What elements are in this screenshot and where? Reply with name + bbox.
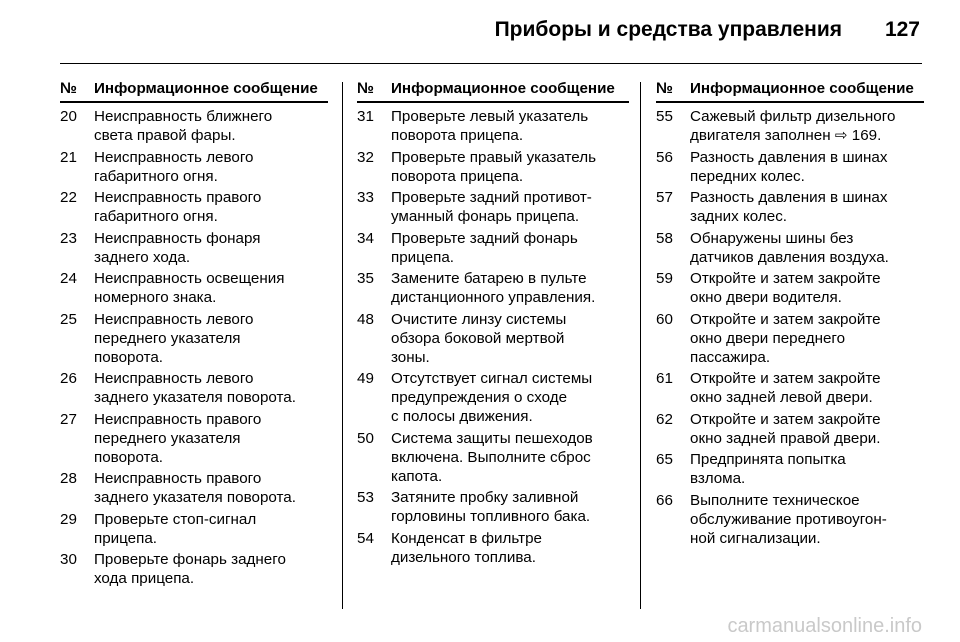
message-row [60, 550, 328, 588]
page-number: 127 [884, 18, 920, 41]
message-row [656, 310, 924, 367]
message-number: 21 [60, 148, 77, 166]
message-text: Проверьте стоп-сигнал прицепа. [94, 510, 257, 547]
message-list [60, 107, 328, 588]
message-row [357, 229, 629, 267]
message-text: Разность давления в шинах передних колес. [690, 148, 888, 185]
message-number: 23 [60, 229, 77, 247]
message-text: Затяните пробку заливной горловины топливного бака. [391, 489, 591, 525]
message-number: 33 [357, 189, 374, 206]
message-row [357, 148, 629, 186]
column-divider [640, 82, 641, 609]
message-text: Проверьте задний противот- уманный фонарь прицепа. [391, 189, 592, 225]
message-row [60, 107, 328, 145]
message-number: 59 [656, 270, 673, 287]
message-number: 25 [60, 310, 77, 328]
message-text: Неисправность освещения номерного знака. [94, 270, 285, 306]
message-text: Неисправность левого переднего указателя поворота. [94, 310, 254, 366]
message-text: Разность давления в шинах задних колес. [690, 189, 888, 225]
message-text: Проверьте фонарь заднего хода прицепа. [94, 551, 286, 587]
message-text: Проверьте правый указатель поворота прицепа. [391, 148, 597, 185]
message-number: 66 [656, 491, 673, 509]
message-row [60, 310, 328, 367]
message-number: 58 [656, 229, 673, 247]
message-text: Проверьте левый указатель поворота прицепа. [391, 108, 589, 144]
message-row [60, 229, 328, 267]
message-number: 54 [357, 529, 374, 547]
message-text: Обнаружены шины без датчиков давления воздуха. [690, 229, 889, 266]
message-number: 34 [357, 229, 374, 247]
message-column [656, 79, 924, 550]
message-number: 61 [656, 370, 673, 387]
message-row [656, 148, 924, 186]
column-header [357, 79, 629, 103]
message-row [60, 269, 328, 307]
message-number: 22 [60, 189, 77, 206]
message-row [656, 229, 924, 267]
message-number: 60 [656, 310, 673, 328]
message-number: 31 [357, 108, 374, 125]
column-header-message: Информационное сообщение [94, 80, 318, 97]
message-row [656, 410, 924, 448]
column-divider [342, 82, 343, 609]
message-number: 24 [60, 270, 77, 287]
message-number: 35 [357, 270, 374, 287]
message-text: Откройте и затем закройте окно задней правой двери. [690, 410, 881, 447]
message-row [656, 107, 924, 145]
message-number: 27 [60, 410, 77, 428]
message-number: 32 [357, 148, 374, 166]
message-column [60, 79, 328, 591]
header-rule [60, 63, 922, 64]
message-text: Конденсат в фильтре дизельного топлива. [391, 529, 542, 566]
message-row [357, 369, 629, 426]
page-header [0, 0, 960, 50]
message-text: Выполните техническое обслуживание противоугон- ной сигнализации. [690, 491, 887, 547]
message-row [656, 491, 924, 548]
message-number: 30 [60, 551, 77, 568]
message-list [357, 107, 629, 567]
message-row [357, 107, 629, 145]
column-header-message: Информационное сообщение [391, 80, 615, 97]
message-number: 62 [656, 410, 673, 428]
message-number: 56 [656, 148, 673, 166]
message-number: 28 [60, 470, 77, 487]
message-text: Откройте и затем закройте окно задней левой двери. [690, 370, 881, 406]
message-text: Неисправность левого заднего указателя поворота. [94, 370, 296, 406]
message-text: Неисправность правого габаритного огня. [94, 189, 262, 225]
message-text: Неисправность правого переднего указателя поворота. [94, 410, 262, 466]
column-header [656, 79, 924, 103]
message-number: 48 [357, 310, 374, 328]
message-text: Система защиты пешеходов включена. Выполните сброс капота. [391, 429, 593, 485]
message-text: Неисправность фонаря заднего хода. [94, 229, 261, 266]
message-row [357, 488, 629, 526]
message-text: Неисправность ближнего света правой фары. [94, 108, 273, 144]
message-row [60, 410, 328, 467]
message-number: 57 [656, 189, 673, 206]
message-number: 29 [60, 510, 77, 528]
message-row [357, 269, 629, 307]
message-row [656, 188, 924, 226]
message-number: 20 [60, 108, 77, 125]
message-number: 55 [656, 108, 673, 125]
page-title: Приборы и средства управления [494, 18, 842, 41]
column-header-message: Информационное сообщение [690, 80, 914, 97]
message-text: Замените батарею в пульте дистанционного управления. [391, 270, 596, 306]
message-row [656, 269, 924, 307]
message-number: 65 [656, 451, 673, 468]
message-text: Откройте и затем закройте окно двери водителя. [690, 270, 881, 306]
message-row [656, 369, 924, 407]
message-text: Отсутствует сигнал системы предупреждения о сходе с полосы движения. [391, 370, 593, 425]
message-text: Неисправность левого габаритного огня. [94, 148, 254, 185]
message-text: Откройте и затем закройте окно двери переднего пассажира. [690, 310, 881, 366]
message-text: Проверьте задний фонарь прицепа. [391, 229, 578, 266]
message-row [60, 148, 328, 186]
message-number: 50 [357, 429, 374, 447]
message-number: 49 [357, 370, 374, 387]
message-row [357, 529, 629, 567]
column-header-number: № [656, 80, 673, 97]
message-row [60, 510, 328, 548]
message-row [60, 469, 328, 507]
column-header [60, 79, 328, 103]
message-row [357, 188, 629, 226]
column-header-number: № [357, 80, 374, 97]
message-row [357, 310, 629, 367]
message-column [357, 79, 629, 569]
message-row [60, 188, 328, 226]
message-text: Предпринята попытка взлома. [690, 451, 846, 487]
message-number: 26 [60, 370, 77, 387]
column-header-number: № [60, 80, 77, 97]
message-list [656, 107, 924, 548]
message-text: Очистите линзу системы обзора боковой мертвой зоны. [391, 310, 567, 366]
message-row [656, 450, 924, 488]
message-text: Неисправность правого заднего указателя поворота. [94, 470, 296, 506]
message-row [357, 429, 629, 486]
message-text: Сажевый фильтр дизельного двигателя заполнен ⇨ 169. [690, 108, 896, 144]
watermark: carmanualsonline.info [727, 615, 922, 637]
message-number: 53 [357, 489, 374, 506]
message-row [60, 369, 328, 407]
